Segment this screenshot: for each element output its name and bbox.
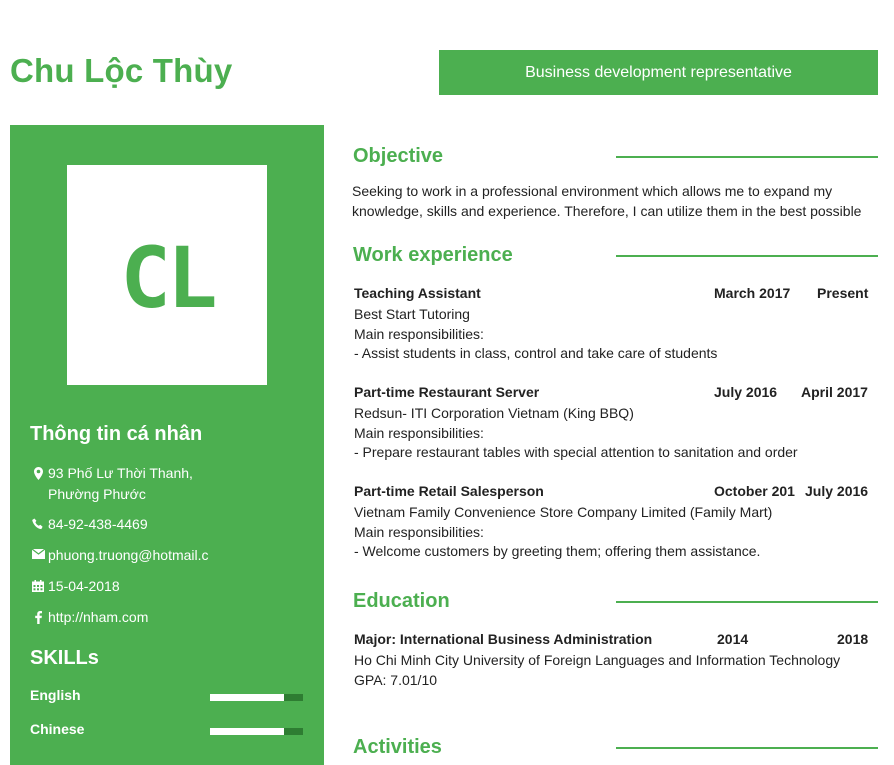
website-link[interactable]: http://nham.com bbox=[48, 609, 149, 625]
skill-row bbox=[30, 721, 304, 741]
section-divider bbox=[616, 156, 878, 158]
skill-name: Chinese bbox=[30, 721, 85, 737]
skill-row bbox=[30, 687, 304, 707]
candidate-name: Chu Lộc Thùy bbox=[10, 52, 233, 89]
job-role: Part-time Retail Salesperson bbox=[354, 483, 544, 499]
address-line-2: Phường Phước bbox=[48, 486, 146, 502]
email-address: phuong.truong@hotmail.c bbox=[48, 547, 209, 563]
avatar bbox=[67, 165, 267, 385]
phone-icon bbox=[28, 514, 48, 530]
skill-level-fill bbox=[210, 728, 284, 735]
job-company: Best Start Tutoring bbox=[354, 306, 470, 322]
activities-heading: Activities bbox=[353, 736, 442, 758]
date-item bbox=[28, 576, 308, 597]
job-end-date: April 2017 bbox=[801, 384, 868, 400]
education-school: Ho Chi Minh City University of Foreign Languages and Information Technology bbox=[354, 652, 841, 668]
job-role: Part-time Restaurant Server bbox=[354, 384, 540, 400]
skills-heading: SKILLs bbox=[30, 647, 99, 669]
calendar-icon bbox=[28, 576, 48, 592]
education-start-year: 2014 bbox=[717, 631, 749, 647]
facebook-icon bbox=[28, 607, 48, 624]
skill-name: English bbox=[30, 687, 81, 703]
work-experience-heading: Work experience bbox=[353, 244, 513, 266]
job-start-date: October 201 bbox=[714, 483, 795, 499]
objective-line-1: Seeking to work in a professional environment which allows me to expand my bbox=[352, 183, 833, 199]
job-responsibility: - Welcome customers by greeting them; offering them assistance. bbox=[354, 543, 761, 559]
objective-heading: Objective bbox=[353, 145, 444, 167]
education-heading: Education bbox=[353, 590, 450, 612]
personal-info-heading: Thông tin cá nhân bbox=[30, 423, 203, 445]
birth-date: 15-04-2018 bbox=[48, 578, 120, 594]
job-title-banner bbox=[439, 50, 878, 95]
phone-item bbox=[28, 514, 308, 535]
job-responsibilities-label: Main responsibilities: bbox=[354, 524, 484, 540]
phone-number: 84-92-438-4469 bbox=[48, 516, 148, 532]
job-responsibility: - Assist students in class, control and take care of students bbox=[354, 345, 718, 361]
job-responsibility: - Prepare restaurant tables with special attention to sanitation and order bbox=[354, 444, 798, 460]
skill-level-bar bbox=[210, 694, 303, 701]
education-gpa: GPA: 7.01/10 bbox=[354, 672, 438, 688]
job-responsibilities-label: Main responsibilities: bbox=[354, 425, 484, 441]
job-title: Business development representative bbox=[525, 63, 792, 81]
map-marker-icon bbox=[28, 463, 48, 480]
job-start-date: March 2017 bbox=[714, 285, 791, 301]
section-divider bbox=[616, 747, 878, 749]
section-divider bbox=[616, 255, 878, 257]
job-start-date: July 2016 bbox=[714, 384, 778, 400]
job-company: Vietnam Family Convenience Store Company Limited (Family Mart) bbox=[354, 504, 773, 520]
skill-level-fill bbox=[210, 694, 284, 701]
education-major: Major: International Business Administration bbox=[354, 631, 653, 647]
job-end-date: July 2016 bbox=[805, 483, 869, 499]
job-responsibilities-label: Main responsibilities: bbox=[354, 326, 484, 342]
objective-text bbox=[352, 181, 872, 221]
education-end-year: 2018 bbox=[837, 631, 869, 647]
objective-line-2: knowledge, skills and experience. Therefore, I can utilize them in the best possible bbox=[352, 203, 862, 219]
envelope-icon bbox=[28, 545, 48, 559]
address-line-1: 93 Phố Lư Thời Thanh, bbox=[48, 465, 193, 481]
job-company: Redsun- ITI Corporation Vietnam (King BBQ) bbox=[354, 405, 634, 421]
skill-level-bar bbox=[210, 728, 303, 735]
job-role: Teaching Assistant bbox=[354, 285, 481, 301]
avatar-initials: CL bbox=[120, 229, 214, 327]
email-item bbox=[28, 545, 308, 566]
website-item bbox=[28, 607, 308, 628]
address-item bbox=[28, 463, 308, 505]
section-divider bbox=[616, 601, 878, 603]
sidebar bbox=[10, 125, 324, 765]
job-end-date: Present bbox=[817, 285, 869, 301]
